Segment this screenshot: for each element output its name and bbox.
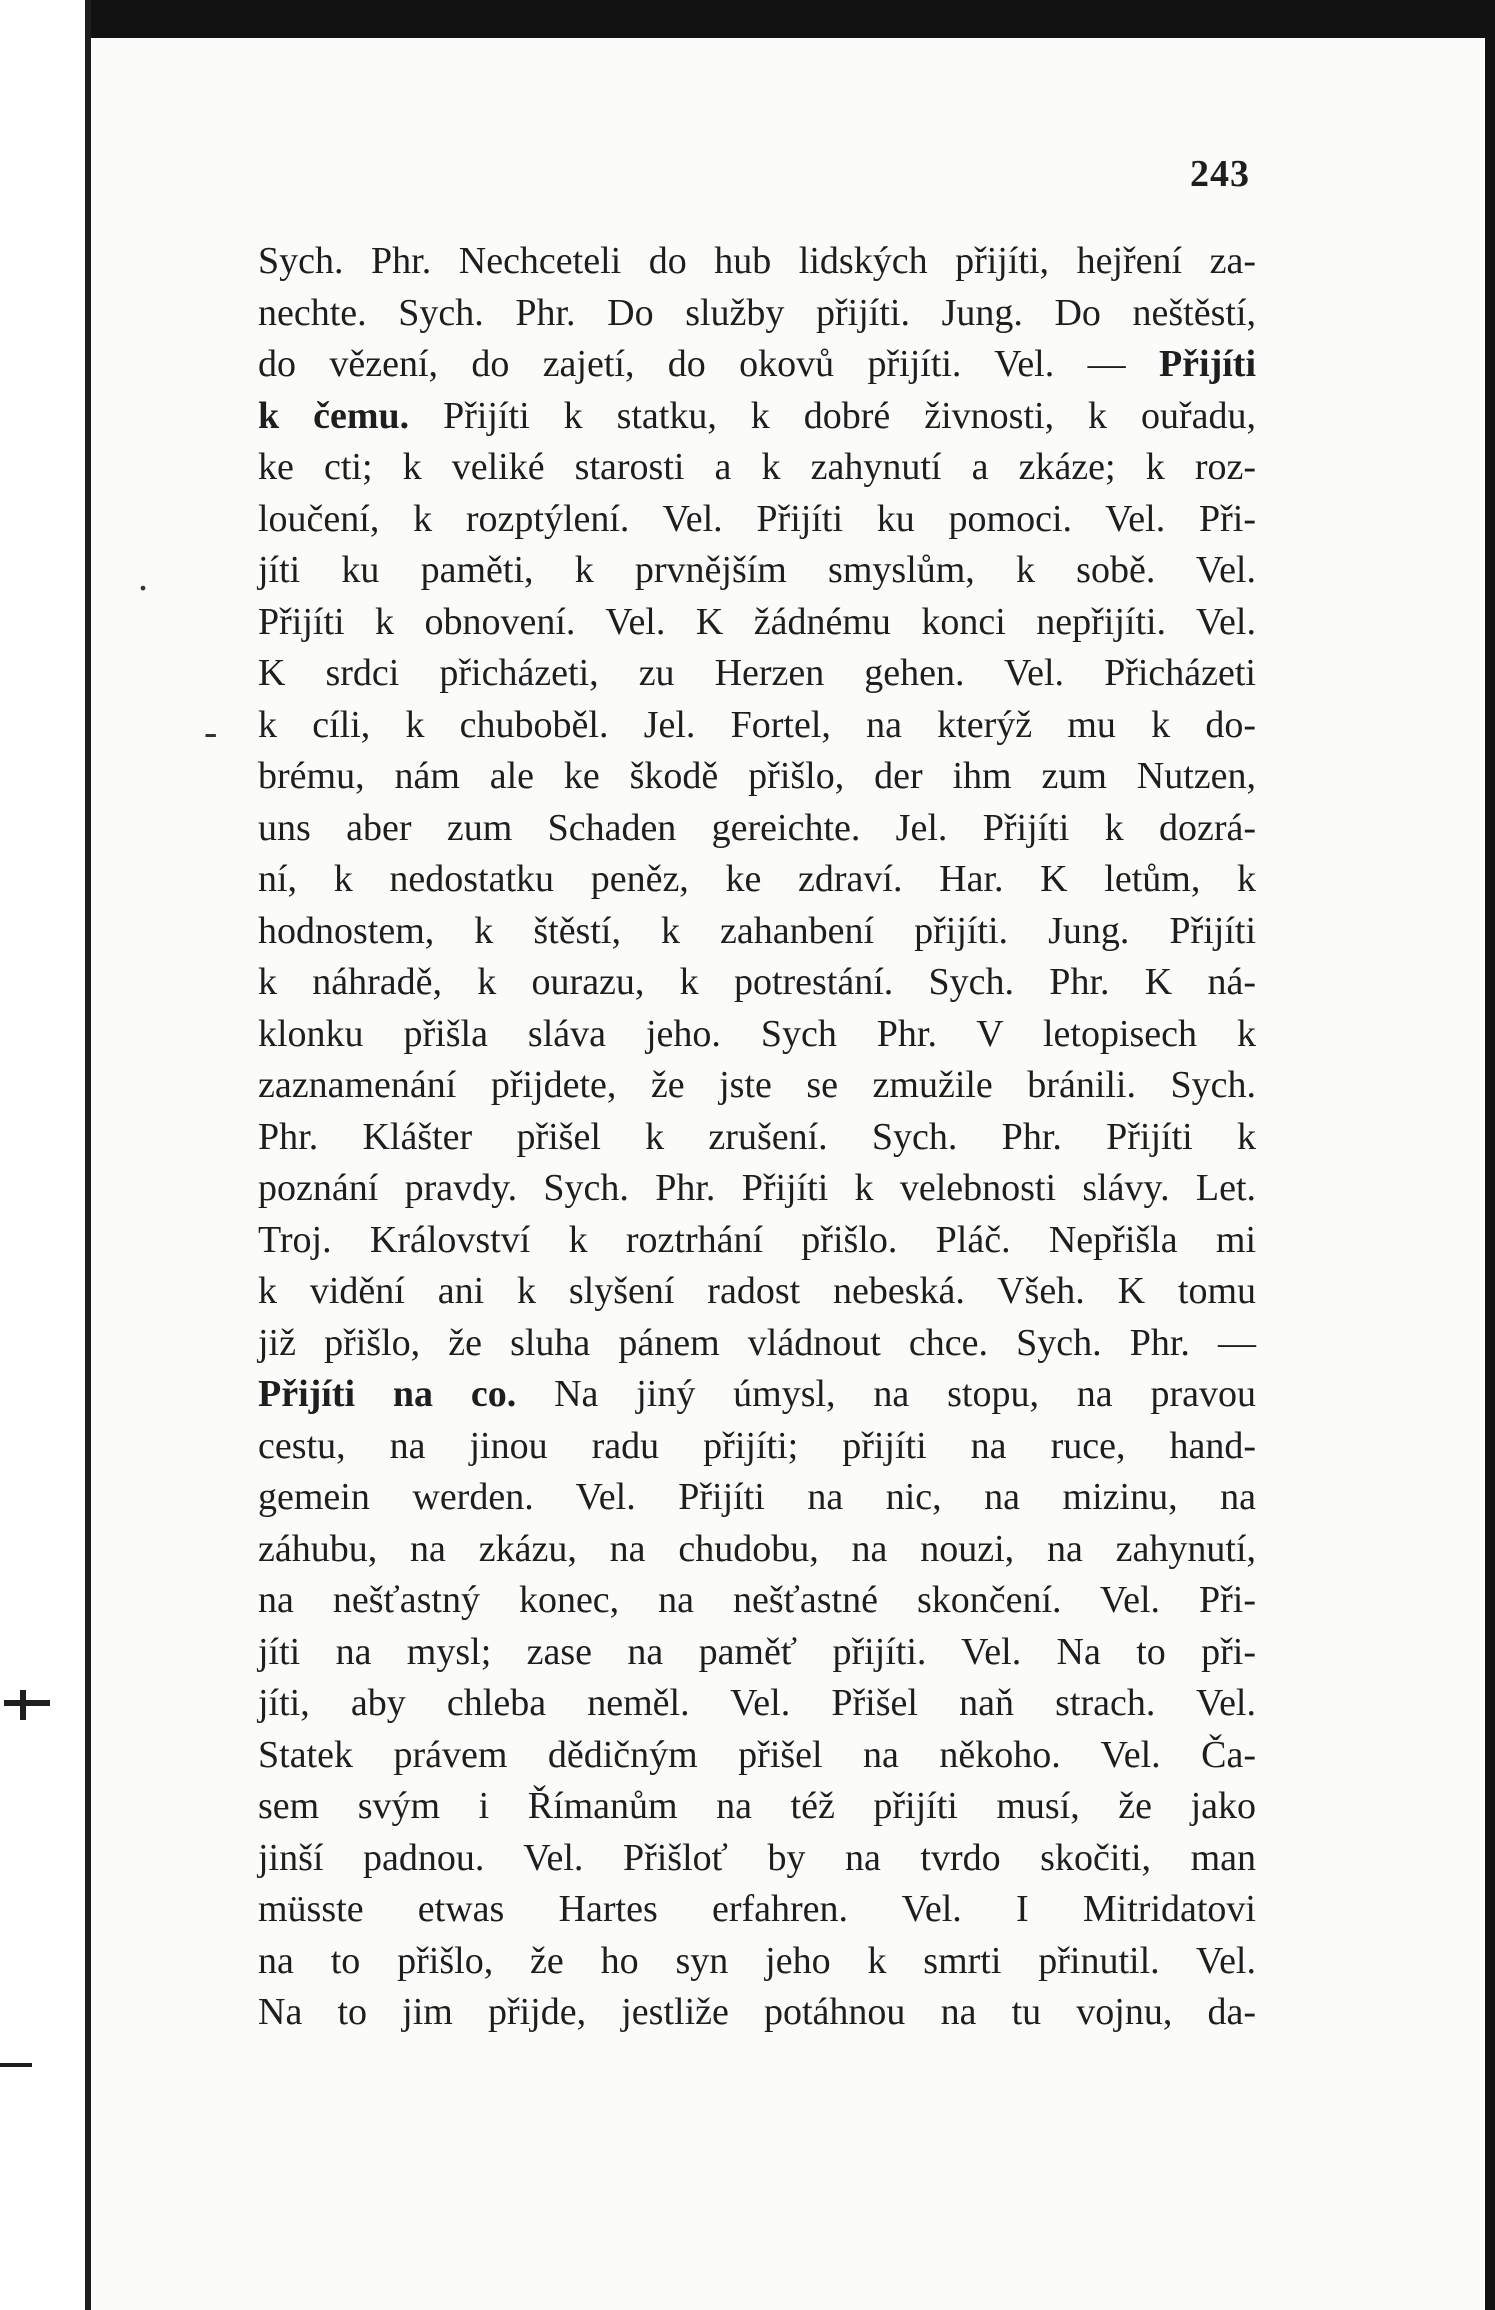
line-text: na to přišlo, že ho syn jeho k smrti přinutil. Vel. [258,1939,1256,1982]
line-text: ke cti; k veliké starosti a k zahynutí a zkáze; k roz- [258,446,1256,488]
text-line [258,1987,1256,2039]
text-line [258,1936,1256,1988]
scan-top-border [91,0,1495,38]
line-text: nechte. Sych. Phr. Do služby přijíti. Jung. Do neštěstí, [258,291,1256,334]
line-text: müsste etwas Hartes erfahren. Vel. I Mitridatovi [258,1888,1256,1930]
text-line [258,1884,1256,1936]
margin-tick-mark [0,2063,32,2067]
text-line [258,803,1256,855]
text-line [258,442,1256,494]
text-line [258,1266,1256,1318]
text-line [258,339,1256,391]
line-text: sem svým i Římanům na též přijíti musí, že jako [258,1785,1256,1827]
text-line [258,597,1256,649]
text-line [258,1678,1256,1730]
text-line [258,1833,1256,1885]
line-text: Přijíti k obnovení. Vel. K žádnému konci nepřijíti. Vel. [258,600,1256,643]
text-line [258,1112,1256,1164]
text-line [258,854,1256,906]
text-line [258,494,1256,546]
margin-cross-mark-vertical [20,1690,26,1720]
line-text: gemein werden. Vel. Přijíti na nic, na mizinu, na [258,1476,1256,1518]
page-number: 243 [1190,153,1250,195]
text-line [258,288,1256,340]
body-text [258,236,1256,2039]
text-line [258,1730,1256,1782]
line-text: Troj. Království k roztrhání přišlo. Pláč. Nepřišla mi [258,1218,1256,1261]
text-line [258,751,1256,803]
headword: Přijíti na co. [258,1373,517,1415]
line-text: Statek právem dědičným přišel na někoho. Vel. Ča- [258,1733,1256,1776]
line-text: Phr. Klášter přišel k zrušení. Sych. Phr. Přijíti k [258,1115,1256,1158]
line-text: do vězení, do zajetí, do okovů přijíti. Vel. — [258,343,1159,385]
line-text: loučení, k rozptýlení. Vel. Přijíti ku pomoci. Vel. Při- [258,497,1256,540]
line-text: brému, nám ale ke škodě přišlo, der ihm zum Nutzen, [258,755,1256,797]
text-line [258,1472,1256,1524]
headword: Přijíti [1158,343,1256,385]
line-text: jíti ku paměti, k prvnějším smyslům, k sobě. Vel. [258,549,1256,591]
line-text: k vidění ani k slyšení radost nebeská. Všeh. K tomu [258,1270,1256,1312]
text-line [258,957,1256,1009]
text-line [258,1369,1256,1421]
line-text: hodnostem, k štěstí, k zahanbení přijíti. Jung. Přijíti [258,909,1256,952]
text-line [258,1627,1256,1679]
line-text: cestu, na jinou radu přijíti; přijíti na ruce, hand- [258,1424,1256,1467]
line-text: jíti na mysl; zase na paměť přijíti. Vel. Na to při- [258,1630,1256,1673]
text-line [258,1421,1256,1473]
line-text: jíti, aby chleba neměl. Vel. Přišel naň strach. Vel. [258,1682,1256,1724]
scan-right-border [1485,0,1495,2310]
headword: k čemu. [258,394,410,437]
text-line [258,648,1256,700]
line-text: K srdci přicházeti, zu Herzen gehen. Vel. Přicházeti [258,652,1256,694]
text-line [258,1781,1256,1833]
text-line [258,906,1256,958]
line-text: jinší padnou. Vel. Přišloť by na tvrdo skočiti, man [258,1836,1256,1879]
margin-cross-mark [4,1700,50,1706]
margin-dot: . [138,554,148,599]
text-line [258,1524,1256,1576]
text-line [258,1009,1256,1061]
line-text: Na to jim přijde, jestliže potáhnou na tu vojnu, da- [258,1991,1256,2033]
line-text: uns aber zum Schaden gereichte. Jel. Přijíti k dozrá- [258,806,1256,849]
text-line [258,1060,1256,1112]
line-text: Přijíti k statku, k dobré živnosti, k ouřadu, [409,394,1257,437]
line-text: již přišlo, že sluha pánem vládnout chce. Sych. Phr. — [258,1321,1256,1364]
line-text: klonku přišla sláva jeho. Sych Phr. V letopisech k [258,1012,1256,1055]
text-line [258,1575,1256,1627]
line-text: Sych. Phr. Nechceteli do hub lidských přijíti, hejření za- [258,240,1256,282]
text-line [258,700,1256,752]
line-text: záhubu, na zkázu, na chudobu, na nouzi, na zahynutí, [258,1527,1256,1570]
line-text: k náhradě, k ourazu, k potrestání. Sych. Phr. K ná- [258,961,1256,1003]
margin-dash: - [204,709,218,754]
text-line [258,1318,1256,1370]
line-text: k cíli, k chuboběl. Jel. Fortel, na kterýž mu k do- [258,703,1256,746]
left-margin [0,0,85,2310]
line-text: poznání pravdy. Sych. Phr. Přijíti k velebnosti slávy. Let. [258,1167,1256,1209]
text-line [258,1215,1256,1267]
text-line [258,391,1256,443]
line-text: zaznamenání přijdete, že jste se zmužile bránili. Sych. [258,1064,1256,1106]
text-line [258,236,1256,288]
line-text: ní, k nedostatku peněz, ke zdraví. Har. K letům, k [258,858,1256,900]
text-line [258,1163,1256,1215]
line-text: na nešťastný konec, na nešťastné skončení. Vel. Při- [258,1579,1256,1621]
text-line [258,545,1256,597]
line-text: Na jiný úmysl, na stopu, na pravou [516,1373,1256,1415]
